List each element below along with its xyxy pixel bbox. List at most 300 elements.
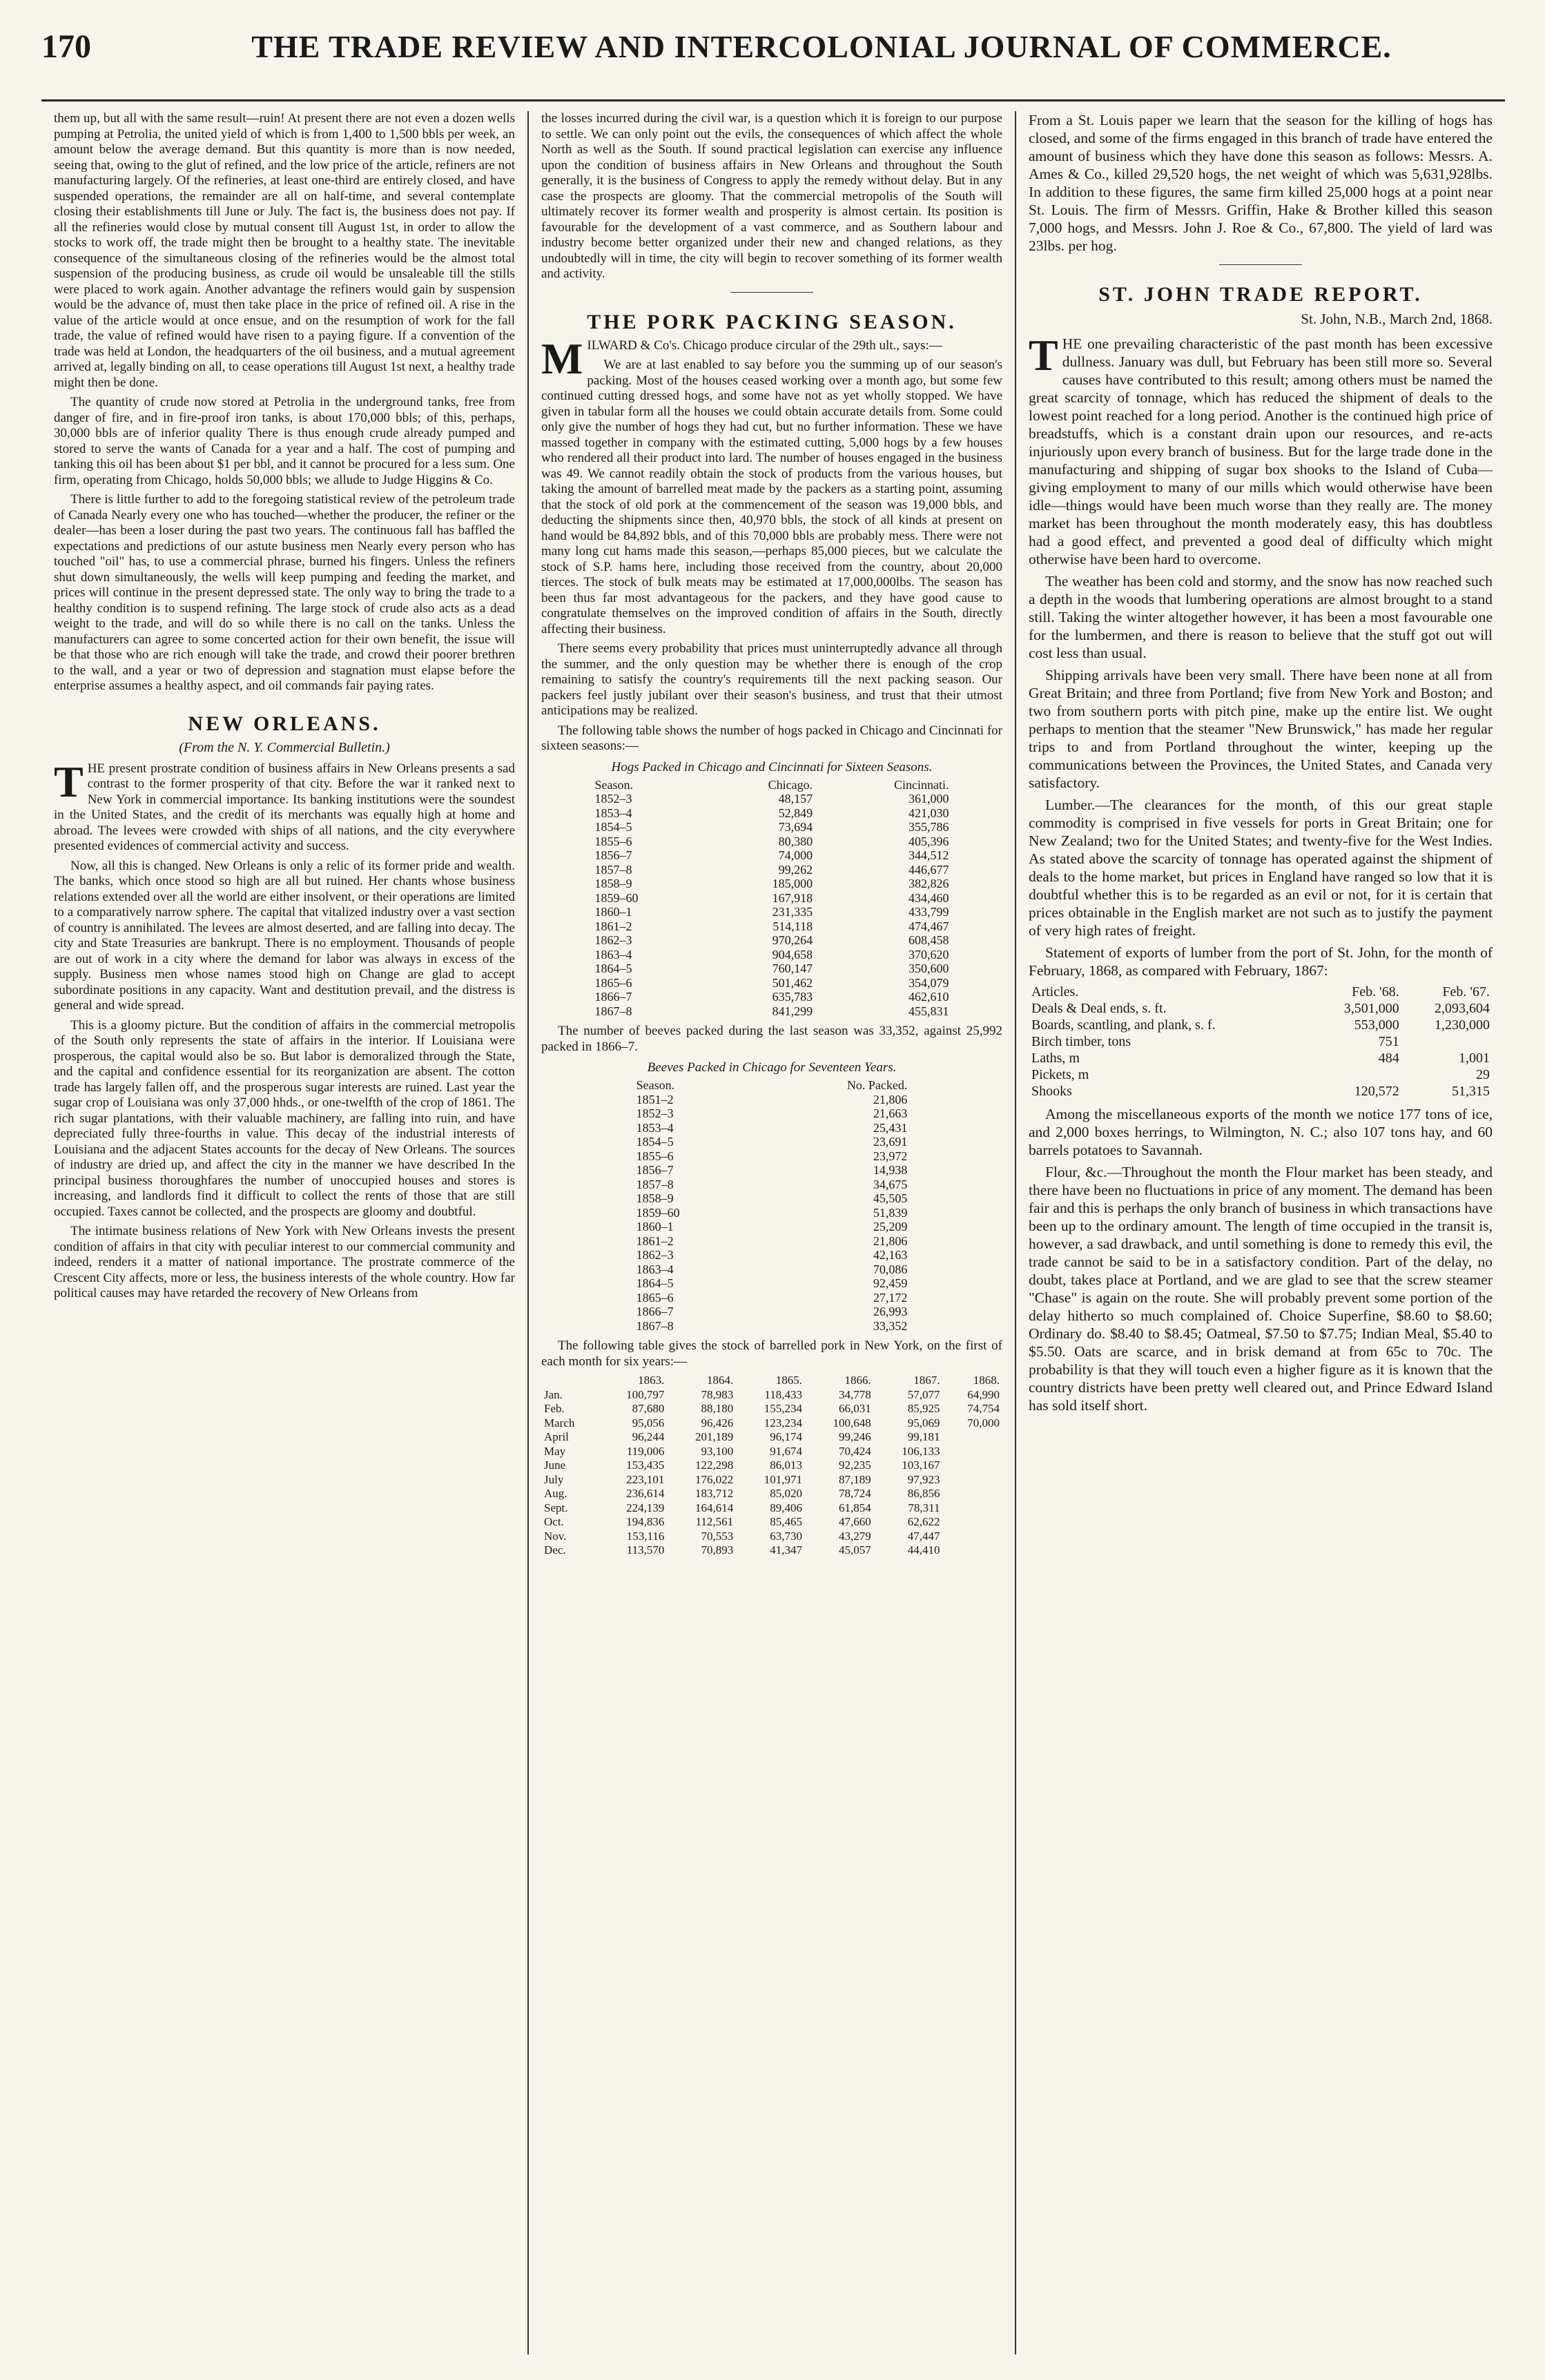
column-header: 1867. xyxy=(913,1374,940,1387)
table-cell: Sept. xyxy=(544,1501,568,1514)
table-cell: 52,849 xyxy=(778,806,813,820)
table-header-row xyxy=(634,1078,911,1093)
table-row xyxy=(1029,1017,1493,1033)
table-cell: 1858–9 xyxy=(594,877,632,890)
table-row xyxy=(592,792,951,806)
table-row xyxy=(1029,1066,1493,1083)
table-row xyxy=(541,1473,1002,1488)
table-row xyxy=(1029,1050,1493,1066)
table-cell: 1859–60 xyxy=(636,1205,680,1220)
column-header: 1863. xyxy=(638,1374,665,1387)
table-caption: Beeves Packed in Chicago for Seventeen Years. xyxy=(647,1060,897,1075)
table-cell: 484 xyxy=(1378,1051,1399,1066)
lumber-exports-table xyxy=(1029,984,1493,1100)
dateline: St. John, N.B., March 2nd, 1868. xyxy=(1301,311,1493,327)
table-cell: 1,001 xyxy=(1459,1051,1490,1066)
table-cell: Nov. xyxy=(544,1529,567,1543)
table-cell: 99,262 xyxy=(778,862,813,877)
table-cell: 66,031 xyxy=(839,1402,871,1415)
table-cell: 78,311 xyxy=(908,1501,940,1514)
table-cell: 51,315 xyxy=(1452,1084,1490,1099)
table-cell: 113,570 xyxy=(626,1543,665,1557)
table-cell: 51,839 xyxy=(873,1205,908,1220)
paragraph: This is a gloomy picture. But the condition of affairs in the commercial metropolis of the South only represents the state of affairs in the interior. If Louisiana were prosperous, the capital would also be so. But labor is demoralized through the State, and the capital and confidence essential for its reorganization are absent. The cotton trade has largely fallen off, and the prosperous sugar interests are ruined. Last year the sugar crop of Louisiana was only 37,000 hhds., or one-twelfth of the crop of 1861. The rich sugar plantations, with their valuable machinery, are falling into ruin, and have depreciated fully three-fourths in value. This decay of the industrial interests of Louisiana and the adjacent States accounts for the decay of New Orleans. The sources of industry are dried up, and affect the city in the manner we have described In the principal business thoroughfares the number of unoccupied houses and stores is increasing, and landlords find it difficult to collect the rents of those that are still occupied. Taxes cannot be collected, and the prospects are gloomy and doubtful. xyxy=(54,1017,515,1219)
table-cell: 92,459 xyxy=(873,1276,908,1290)
paragraph: the losses incurred during the civil war, is a question which it is foreign to our purpose to settle. We can only point out the evils, the consequences of which affect the whole North as well as the South. If sound practical legislation can exercise any influence upon the condition of business affairs in New Orleans and throughout the South generally, it is the business of Congress to apply the remedy without delay. But in any case the prospects are gloomy. That the commercial metropolis of the South will ultimately recover its former wealth and prosperity is almost certain. Its position is favourable for the development of a vast commerce, and as Southern labour and industry become better organized under their new and changed relations, as they undoubtedly will in time, the city will begin to recover something of its former wealth and activity. xyxy=(541,111,1002,281)
table-cell: 164,614 xyxy=(694,1501,734,1514)
table-cell: 61,854 xyxy=(839,1501,871,1514)
table-cell: 91,674 xyxy=(770,1444,802,1458)
table-row xyxy=(1029,1083,1493,1100)
drop-cap: T xyxy=(1029,331,1058,380)
table-cell: 70,424 xyxy=(839,1444,871,1458)
table-cell: 85,020 xyxy=(770,1487,802,1500)
table-row xyxy=(634,1319,911,1334)
column-3 xyxy=(1016,111,1505,2354)
table-cell: 103,167 xyxy=(902,1459,940,1472)
table-cell: April xyxy=(544,1430,569,1443)
table-cell: 88,180 xyxy=(701,1402,734,1415)
table-cell: 370,620 xyxy=(908,947,949,962)
table-cell: 1862–3 xyxy=(636,1248,674,1262)
table-row xyxy=(634,1121,911,1135)
table-row xyxy=(592,1004,951,1019)
table-body xyxy=(592,792,951,1018)
table-cell: 1852–3 xyxy=(594,792,632,806)
paragraph xyxy=(541,333,1002,383)
table-cell: 85,925 xyxy=(907,1402,940,1415)
table-header-row xyxy=(541,1374,1002,1388)
table-cell: 1865–6 xyxy=(594,975,632,990)
table-row xyxy=(634,1248,911,1262)
table-row xyxy=(592,848,951,863)
table-cell: 48,157 xyxy=(778,792,813,806)
column-header xyxy=(541,1374,599,1388)
table-cell: 47,660 xyxy=(839,1515,871,1528)
column-header: Articles. xyxy=(1031,984,1079,999)
table-cell: 185,000 xyxy=(772,877,813,890)
table-cell: Birch timber, tons xyxy=(1031,1034,1131,1049)
table-cell: 1861–2 xyxy=(594,919,632,933)
table-row xyxy=(592,962,951,976)
table-cell: 1865–6 xyxy=(636,1290,674,1305)
column-header: 1864. xyxy=(706,1374,734,1387)
table-cell xyxy=(943,1515,1002,1530)
paragraph-text: HE one prevailing characteristic of the past month has been excessive dullness. January was dull, but February has been still more so. Several causes have contributed to this result; among others must be named the great scarcity of tonnage, which has reduced the shipment of deals to the lowest point reached for a long period. Another is the continued high price of breadstuffs, which is a constant drain upon our resources, and re-acts injuriously upon every branch of business. But for the large trade done in the manufacturing and shipping of sugar box shooks to the Island of Cuba—giving employment to many of our mills which would otherwise have been idle—things would have been much worse than they really are. The money market has been throughout the month moderately easy, this has doubtless had a good effect, and prevented a good deal of difficulty which might otherwise have been hard to overcome. xyxy=(1029,335,1493,567)
table-cell: 99,181 xyxy=(907,1430,940,1443)
table-cell: 78,983 xyxy=(701,1387,734,1401)
table-row xyxy=(634,1234,911,1249)
table-header-row xyxy=(1029,984,1493,1000)
table-cell: 92,235 xyxy=(839,1459,871,1472)
table-cell: 1863–4 xyxy=(636,1262,674,1276)
table-cell: 1867–8 xyxy=(594,1004,632,1018)
table-cell: 361,000 xyxy=(908,792,949,806)
table-row xyxy=(634,1220,911,1234)
table-cell: 760,147 xyxy=(772,962,813,975)
table-row xyxy=(592,863,951,877)
table-cell xyxy=(943,1445,1002,1459)
paragraph xyxy=(54,757,515,855)
table-row xyxy=(592,933,951,948)
table-cell: Pickets, m xyxy=(1031,1067,1089,1082)
table-cell: 231,335 xyxy=(772,905,813,919)
section-heading-st-john: ST. JOHN TRADE REPORT. xyxy=(1098,283,1423,306)
table-cell: 96,174 xyxy=(770,1430,802,1443)
table-row xyxy=(634,1163,911,1178)
table-cell: 89,406 xyxy=(770,1501,802,1514)
table-cell: 405,396 xyxy=(908,834,949,848)
paragraph: We are at last enabled to say before you the summing up of our season's packing. Most of the houses ceased working over a month ago, but some few continued cutting dressed hogs, and some have not as yet wholly stopped. We have given in tabular form all the houses we could obtain accurate details from. Some could only give the number of hogs they had cut, but no further information. These we have massed together in company with the estimated cutting, 5,000 hogs by a few houses who rendered all their product into lard. The number of houses engaged in the business was 49. We cannot readily obtain the stock of products from the various houses, but taking the amount of barrelled meat made by the packers as a starting point, assuming that the stock of old pork at the commencement of the season was 19,000 bbls, and deducting the shipments since then, 40,970 bbls, the stock of all kinds at present on hand would be 84,892 bbls, and of this 70,000 bbls are probably mess. There were not many long cut hams made this season,—perhaps 85,000 pieces, but we calculate the stock of S.P. hams here, including those received from the country, about 20,000 tierces. The stock of bulk meats may be estimated at 17,000,000lbs. The season has been thus far most advantageous for the packers, and they have good cause to congratulate themselves on the improved condition of affairs in the South, directly affecting their business. xyxy=(541,358,1002,636)
table-cell: 1856–7 xyxy=(594,848,632,862)
paragraph: them up, but all with the same result—ruin! At present there are not even a dozen wells pumping at Petrolia, the united yield of which is from 1,400 to 1,500 bbls per week, an amount below the average demand. But this quantity is more than is now needed, seeing that, owing to the glut of refined, and the low price of the article, refiners are not manufacturing largely. Of the refineries, at least one-third are entirely closed, and have suspended operations, the remainder are all on half-time, and several contemplate closing their establishments till June or July. The fact is, the business does not pay. If all the refineries would close by mutual consent till August 1st, in order to allow the stocks to work off, the trade might then be brought to a healthy state. The inevitable consequence of the simultaneous closing of the refineries would be the almost total suspension of the producing business, as crude oil would be unsaleable till the stills were placed to work again. Another advantage the refiners would gain by suspension would be the advance of, must then take place in the price of refined oil. A rise in the value of the article would at once ensue, and on the resumption of work for the fall trade, the value of refined would have risen to a paying figure. If a convention of the trade was held at London, the headquarters of the oil business, and a mutual agreement arrived at, legally binding on all, to cease operations till August 1st next, a healthy trade might then be done. xyxy=(54,111,515,390)
table-cell: 64,990 xyxy=(967,1387,1000,1401)
table-row xyxy=(1029,1033,1493,1050)
table-cell: 433,799 xyxy=(908,905,949,919)
table-row xyxy=(634,1178,911,1192)
table-cell: 42,163 xyxy=(873,1248,908,1262)
table-cell: 155,234 xyxy=(764,1402,802,1415)
table-cell: 85,465 xyxy=(770,1515,802,1528)
table-cell: Deals & Deal ends, s. ft. xyxy=(1031,1001,1167,1016)
table-cell: 99,246 xyxy=(839,1430,871,1443)
table-cell: 41,347 xyxy=(770,1543,802,1557)
table-cell: 167,918 xyxy=(772,890,813,905)
table-cell: 350,600 xyxy=(908,962,949,975)
column-1 xyxy=(41,111,529,2354)
paragraph: The following table shows the number of hogs packed in Chicago and Cincinnati for sixteen seasons:— xyxy=(541,723,1002,753)
table-cell: 514,118 xyxy=(772,919,813,933)
table-cell: 33,352 xyxy=(873,1318,908,1333)
column-header: Feb. '68. xyxy=(1352,984,1399,999)
table-cell: 43,279 xyxy=(839,1529,871,1543)
table-row xyxy=(592,905,951,919)
table-cell: 34,778 xyxy=(839,1387,871,1401)
table-row xyxy=(541,1515,1002,1530)
table-row xyxy=(541,1487,1002,1501)
column-header: Season. xyxy=(594,777,633,792)
table-cell: 3,501,000 xyxy=(1343,1001,1399,1016)
table-body xyxy=(1029,1000,1493,1100)
table-cell: 95,069 xyxy=(907,1416,940,1430)
table-cell: 93,100 xyxy=(701,1444,734,1458)
table-cell: 1863–4 xyxy=(594,947,632,962)
table-cell: 70,086 xyxy=(873,1262,908,1276)
table-row xyxy=(592,877,951,891)
table-cell: 119,006 xyxy=(626,1444,665,1458)
table-cell xyxy=(1312,1066,1402,1083)
table-cell: 95,056 xyxy=(632,1416,665,1430)
paragraph: Shipping arrivals have been very small. There have been none at all from Great Britain; and three from Portland; five from New York and Boston; and two from southern ports with pitch pine, make up the entire list. We ought perhaps to mention that the steamer "New Brunswick," has made her regular trips to and from Portland throughout the winter, keeping up the communications between the Provinces, the United States, and Canada very satisfactory. xyxy=(1029,667,1493,791)
table-cell: Boards, scantling, and plank, s. f. xyxy=(1031,1017,1216,1033)
page-header xyxy=(41,28,1505,101)
table-row xyxy=(1029,1000,1493,1017)
table-cell: 96,426 xyxy=(701,1416,734,1430)
paragraph: The intimate business relations of New York with New Orleans invests the present condition of affairs in that city with peculiar interest to our commercial community and indeed, renders it a matter of national importance. The prostrate commerce of the Crescent City affects, more or less, the business interests of the whole country. How far political causes may have retarded the recovery of New Orleans from xyxy=(54,1224,515,1300)
table-row xyxy=(634,1106,911,1121)
table-row xyxy=(592,820,951,835)
table-cell xyxy=(943,1487,1002,1501)
table-cell: 194,836 xyxy=(626,1515,665,1528)
column-header: Cincinnati. xyxy=(894,777,949,792)
table-caption: Hogs Packed in Chicago and Cincinnati for Sixteen Seasons. xyxy=(611,759,933,774)
paragraph: The quantity of crude now stored at Petrolia in the underground tanks, free from danger of fire, and in fire-proof iron tanks, is about 170,000 bbls; of this, perhaps, 30,000 bbls are of inferior quality There is thus enough crude already pumped and stored to serve the wants of Canada for a year and a half. The cost of pumping and tanking this oil has been about $1 per bbl, and it cannot be procured for a less sum. One firm, operating from Chicago, holds 50,000 bbls; we allude to Judge Higgins & Co. xyxy=(54,395,515,487)
table-cell: 45,057 xyxy=(839,1543,871,1557)
table-cell: 100,797 xyxy=(626,1387,665,1401)
table-cell: 1852–3 xyxy=(636,1106,674,1120)
beeves-packed-table xyxy=(634,1078,911,1333)
table-row xyxy=(592,948,951,962)
table-cell: 183,712 xyxy=(694,1487,734,1500)
table-cell: 70,000 xyxy=(967,1416,1000,1430)
table-row xyxy=(634,1093,911,1107)
pork-stock-table xyxy=(541,1374,1002,1558)
table-row xyxy=(634,1262,911,1277)
table-cell xyxy=(943,1473,1002,1488)
table-row xyxy=(541,1388,1002,1403)
table-cell: 100,648 xyxy=(833,1416,871,1430)
table-cell: 63,730 xyxy=(770,1529,802,1543)
journal-title: THE TRADE REVIEW AND INTERCOLONIAL JOURNAL OF COMMERCE. xyxy=(251,29,1392,64)
table-cell: 201,189 xyxy=(694,1430,734,1443)
table-cell: 47,447 xyxy=(907,1529,940,1543)
table-cell: 455,831 xyxy=(908,1004,949,1018)
table-cell: 27,172 xyxy=(873,1290,908,1305)
column-header: 1866. xyxy=(844,1374,871,1387)
drop-cap: M xyxy=(541,333,583,383)
table-header-row xyxy=(592,778,951,792)
table-cell: 1,230,000 xyxy=(1435,1017,1490,1033)
table-cell xyxy=(943,1501,1002,1516)
table-row xyxy=(541,1416,1002,1431)
table-cell: 120,572 xyxy=(1354,1084,1399,1099)
table-cell: 344,512 xyxy=(908,848,949,862)
table-cell: 751 xyxy=(1378,1034,1399,1049)
table-cell: 44,410 xyxy=(907,1543,940,1557)
table-cell: 608,458 xyxy=(908,933,949,947)
table-cell: 153,116 xyxy=(626,1529,665,1543)
table-cell: 1858–9 xyxy=(636,1191,674,1205)
columns xyxy=(41,111,1505,2354)
table-cell: 1866–7 xyxy=(636,1305,674,1318)
divider xyxy=(1219,264,1302,265)
table-cell xyxy=(943,1459,1002,1473)
table-row xyxy=(634,1276,911,1291)
table-cell: 434,460 xyxy=(908,890,949,905)
paragraph: From a St. Louis paper we learn that the season for the killing of hogs has closed, and some of the firms engaged in this branch of trade have entered the amount of business which they have done this season as follows: Messrs. A. Ames & Co., killed 29,520 hogs, the net weight of which was 5,631,928lbs. In addition to these figures, the same firm killed 25,000 hogs at a point near St. Louis. The firm of Messrs. Griffin, Hake & Brother killed this season 7,000 hogs, and Messrs. John J. Roe & Co., 67,800. The yield of lard was 23lbs. per hog. xyxy=(1029,112,1493,254)
paragraph: There is little further to add to the foregoing statistical review of the petroleum trade of Canada Nearly every one who has touched—whether the producer, the refiner or the dealer—has been a loser during the past two years. The continuous fall has baffled the expectations and predictions of our astute business men Nearly every person who has touched "oil" has, to use a commercial phrase, burned his fingers. Unless the refiners shut down simultaneously, the wells will keep pumping and feeding the market, and prices will continue in the present depressed state. The only way to bring the trade to a healthy condition is to suspend refining. The large stock of crude also acts as a dead weight to the trade, and will do so while there is no call on the tanks. Unless the manufacturers can agree to some concerted action for their own benefit, the issue will be that those who are rich enough will take the trade, and crowd their poorer brethren to the wall, and a year or two of depression and stagnation must elapse before the enterprise assumes a healthy aspect, and oil commands fair paying rates. xyxy=(54,492,515,693)
table-row xyxy=(541,1459,1002,1473)
table-cell xyxy=(943,1543,1002,1558)
paragraph: Flour, &c.—Throughout the month the Flour market has been steady, and there have been no fluctuations in price of any moment. The demand has been fair and this is perhaps the only branch of business in which transactions have been up to the ordinary amount. The length of time occupied in the transit is, however, a sad drawback, and until something is done to remedy this evil, the trade cannot be said to be in a satisfactory condition. Part of the delay, no doubt, takes place at Portland, and we are glad to see that the screw steamer "Chase" is again on the route. She will probably prevent some portion of the delay hitherto so much complained of. Choice Superfine, $8.60 to $8.60; Ordinary do. $8.40 to $8.45; Oatmeal, $7.50 to $7.75; Indian Meal, $5.40 to $5.50. Oats are scarce, and in brisk demand at from 65c to 70c. The probability is that they will touch even a higher figure as it is known that the country districts have been pretty well cleared out, and Prince Edward Island has sold itself short. xyxy=(1029,1164,1493,1414)
source-credit: (From the N. Y. Commercial Bulletin.) xyxy=(179,739,390,755)
table-cell: 1861–2 xyxy=(636,1233,674,1248)
table-cell: Dec. xyxy=(544,1543,566,1557)
table-cell: 34,675 xyxy=(873,1177,908,1191)
column-header: No. Packed. xyxy=(846,1078,908,1092)
table-cell: 1857–8 xyxy=(636,1177,674,1191)
table-cell: 904,658 xyxy=(772,947,813,962)
table-cell: 223,101 xyxy=(626,1472,665,1486)
table-cell: 21,806 xyxy=(873,1233,908,1248)
divider xyxy=(730,292,813,293)
table-cell: 474,467 xyxy=(908,919,949,933)
table-cell: 70,553 xyxy=(701,1529,734,1543)
table-row xyxy=(541,1530,1002,1544)
table-cell: 1862–3 xyxy=(594,933,632,947)
table-cell: 1854–5 xyxy=(594,820,632,834)
drop-cap: T xyxy=(54,757,84,806)
table-row xyxy=(634,1291,911,1305)
table-cell: Shooks xyxy=(1031,1084,1072,1099)
table-cell: 635,783 xyxy=(772,990,813,1004)
table-cell: 1857–8 xyxy=(594,862,632,877)
table-row xyxy=(634,1135,911,1149)
table-cell: 45,505 xyxy=(873,1191,908,1205)
section-heading-new-orleans: NEW ORLEANS. xyxy=(188,712,381,735)
column-header: Feb. '67. xyxy=(1442,984,1490,999)
table-cell: 97,923 xyxy=(907,1472,940,1486)
table-cell: 73,694 xyxy=(778,820,813,834)
table-cell: 62,622 xyxy=(907,1515,940,1528)
table-cell: 1854–5 xyxy=(636,1135,674,1149)
table-cell: 23,972 xyxy=(873,1149,908,1163)
column-header: Season. xyxy=(636,1078,675,1092)
paragraph-text: ILWARD & Co's. Chicago produce circular of the 29th ult., says:— xyxy=(587,338,942,353)
table-row xyxy=(634,1305,911,1319)
table-cell: 21,806 xyxy=(873,1092,908,1106)
table-cell: 122,298 xyxy=(694,1459,734,1472)
paragraph: The weather has been cold and stormy, and the snow has now reached such a depth in the woods that lumbering operations are almost brought to a stand still. Taking the winter altogether however, it has been a most favourable one for the lumbermen, and there is reason to believe that the stuff got out will cost less than usual. xyxy=(1029,573,1493,661)
table-cell: 1856–7 xyxy=(636,1163,674,1177)
table-cell: 1867–8 xyxy=(636,1318,674,1333)
table-cell: 382,826 xyxy=(908,877,949,890)
newspaper-page xyxy=(41,28,1505,2361)
table-cell: 1853–4 xyxy=(594,806,632,820)
table-cell: 841,299 xyxy=(772,1004,813,1018)
table-cell: 101,971 xyxy=(764,1472,802,1486)
table-cell: 1855–6 xyxy=(636,1149,674,1163)
table-cell: 78,724 xyxy=(839,1487,871,1500)
table-cell: 1864–5 xyxy=(594,962,632,975)
table-cell: 176,022 xyxy=(694,1472,734,1486)
table-cell: 2,093,604 xyxy=(1435,1001,1490,1016)
table-row xyxy=(592,990,951,1004)
column-header: 1868. xyxy=(973,1374,1000,1387)
table-cell: May xyxy=(544,1444,566,1458)
table-cell: Aug. xyxy=(544,1487,567,1500)
table-cell: 86,856 xyxy=(907,1487,940,1500)
table-cell: 29 xyxy=(1476,1067,1490,1082)
table-row xyxy=(592,835,951,849)
table-row xyxy=(634,1191,911,1206)
table-body xyxy=(541,1388,1002,1558)
table-cell: March xyxy=(544,1416,575,1430)
table-cell: 87,680 xyxy=(632,1402,665,1415)
table-cell: 462,610 xyxy=(908,990,949,1004)
paragraph-text: HE present prostrate condition of business affairs in New Orleans presents a sad contrast to the former prosperity of that city. Before the war it ranked next to New York in commercial importance. Its banking institutions were the soundest in the United States, and the credit of its merchants was equally high at home and abroad. The levees were crowded with ships of all nations, and the city everywhere presented evidences of commercial activity and success. xyxy=(54,761,515,853)
column-2 xyxy=(529,111,1016,2354)
table-cell: 106,133 xyxy=(902,1444,940,1458)
table-cell: 355,786 xyxy=(908,820,949,834)
table-cell: 96,244 xyxy=(632,1430,665,1443)
page-number: 170 xyxy=(41,28,91,65)
table-cell: 118,433 xyxy=(764,1387,802,1401)
table-cell: 26,993 xyxy=(873,1305,908,1318)
table-row xyxy=(592,891,951,906)
paragraph xyxy=(1029,331,1493,568)
table-row xyxy=(592,976,951,991)
table-row xyxy=(541,1543,1002,1558)
table-cell: Oct. xyxy=(544,1515,564,1528)
table-cell: 57,077 xyxy=(907,1387,940,1401)
table-cell: 1860–1 xyxy=(636,1220,674,1233)
table-cell: 21,663 xyxy=(873,1106,908,1120)
paragraph: Now, all this is changed. New Orleans is only a relic of its former pride and wealth. The banks, which once stood so high are all but ruined. Her chants whose business relations extended over all the world are either insolvent, or their operations are limited to a comparatively narrow sphere. The capital that vitalized industry over a vast section of country is annihilated. The levees are almost deserted, and are falling into decay. The city and State Treasuries are bankrupt. There is no employment. Thousands of people are out of work in a city where the demand for labor was always in excess of the supply. Business men whose names stood high on Change are glad to accept subordinate positions in any capacity. Want and destitution prevail, and the distress is general and wide spread. xyxy=(54,858,515,1013)
table-cell: 421,030 xyxy=(908,806,949,820)
table-cell: Feb. xyxy=(544,1402,565,1415)
table-cell: 14,938 xyxy=(873,1163,908,1177)
table-row xyxy=(634,1149,911,1164)
table-cell: 1853–4 xyxy=(636,1120,674,1135)
table-cell: 236,614 xyxy=(626,1487,665,1500)
paragraph: Statement of exports of lumber from the port of St. John, for the month of February, 1868, as compared with February, 1867: xyxy=(1029,944,1493,979)
table-row xyxy=(541,1430,1002,1445)
table-cell: Jan. xyxy=(544,1387,563,1401)
table-row xyxy=(592,806,951,821)
table-cell: 74,000 xyxy=(778,848,813,862)
table-row xyxy=(541,1501,1002,1516)
table-body xyxy=(634,1093,911,1334)
table-cell: 501,462 xyxy=(772,975,813,990)
table-cell: 1860–1 xyxy=(594,905,632,919)
table-cell: Laths, m xyxy=(1031,1051,1080,1066)
table-cell: 1866–7 xyxy=(594,990,632,1004)
table-cell: 87,189 xyxy=(839,1472,871,1486)
table-cell: 224,139 xyxy=(626,1501,665,1514)
table-row xyxy=(634,1206,911,1220)
table-cell: 112,561 xyxy=(695,1515,734,1528)
paragraph: Lumber.—The clearances for the month, of this our great staple commodity is comprised in five vessels for ports in Great Britain; one for New Zealand; two for the United States; and twenty-five for the West Indies. As stated above the scarcity of tonnage has operated against the shipment of deals to the home market, but prices in England have ranged so low that it is doubtful whether this is to be regarded as an evil or not, for it is certain that prices obtainable in the English market are not such as to justify the payment of very high rates of freight. xyxy=(1029,797,1493,939)
table-cell: 74,754 xyxy=(967,1402,1000,1415)
table-cell: 1851–2 xyxy=(636,1092,674,1106)
table-cell xyxy=(943,1430,1002,1445)
table-cell: June xyxy=(544,1459,566,1472)
table-cell: 153,435 xyxy=(626,1459,665,1472)
table-cell: 1864–5 xyxy=(636,1276,674,1290)
column-header: Chicago. xyxy=(768,777,813,792)
table-cell: 23,691 xyxy=(873,1135,908,1149)
table-row xyxy=(592,919,951,934)
table-cell xyxy=(943,1530,1002,1544)
table-cell: 80,380 xyxy=(778,834,813,848)
table-cell: 1855–6 xyxy=(594,834,632,848)
paragraph: Among the miscellaneous exports of the month we notice 177 tons of ice, and 2,000 boxes herrings, to Wilmington, N. C.; also 107 tons hay, and 60 barrels potatoes to Savannah. xyxy=(1029,1106,1493,1158)
paragraph: The number of beeves packed during the last season was 33,352, against 25,992 packed in 1866–7. xyxy=(541,1024,1002,1054)
table-cell: 25,431 xyxy=(873,1120,908,1135)
hogs-packed-table xyxy=(592,778,951,1019)
table-cell: 1859–60 xyxy=(594,890,639,905)
table-cell: 970,264 xyxy=(772,933,813,947)
table-cell: 25,209 xyxy=(873,1220,908,1233)
table-cell: 86,013 xyxy=(770,1459,802,1472)
table-cell: July xyxy=(544,1472,564,1486)
table-cell: 553,000 xyxy=(1354,1017,1399,1033)
table-cell: 354,079 xyxy=(908,975,949,990)
table-cell: 70,893 xyxy=(701,1543,734,1557)
table-cell xyxy=(1402,1033,1493,1050)
section-heading-pork-packing: THE PORK PACKING SEASON. xyxy=(587,310,957,333)
